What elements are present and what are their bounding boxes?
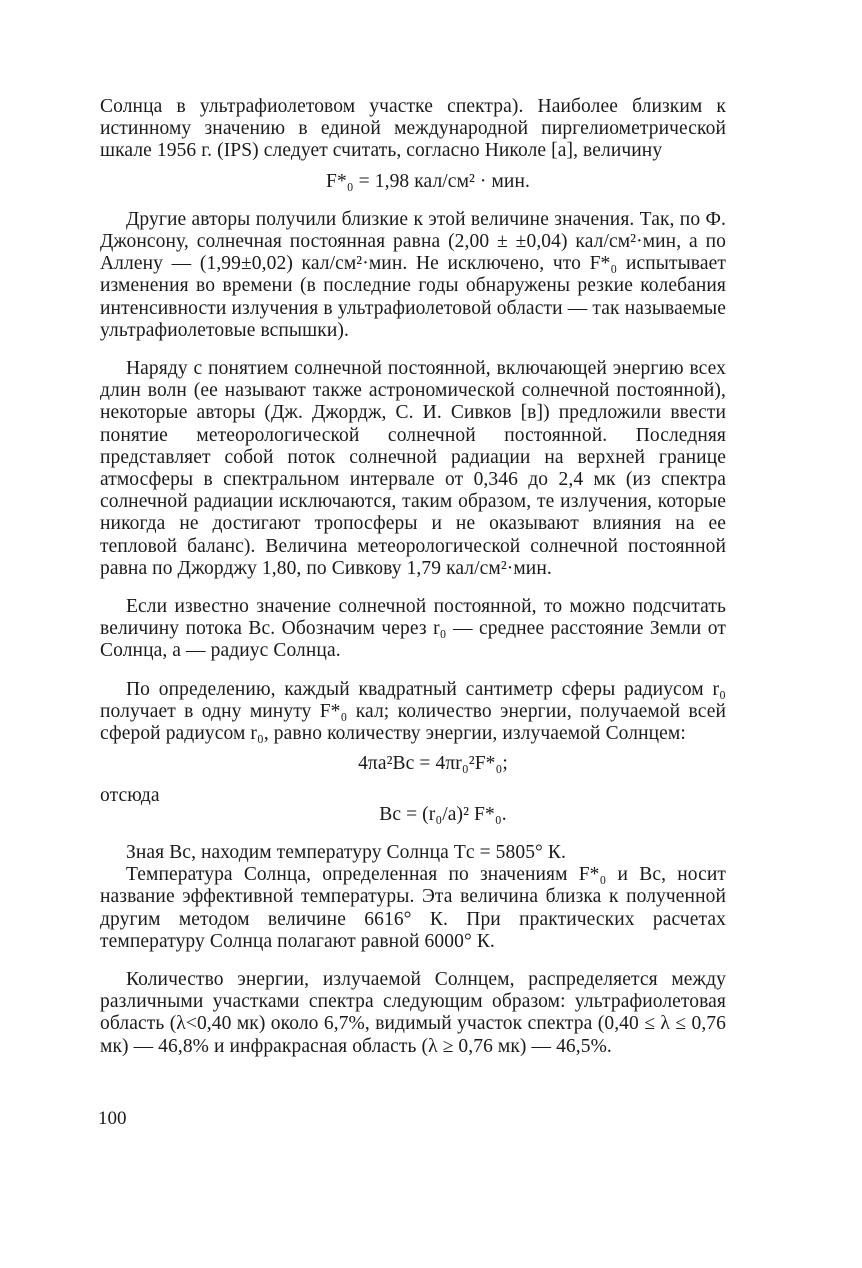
formula-solar-constant: F*₀ = 1,98 кал/см² · мин.	[326, 170, 530, 192]
formula-energy-balance: 4πa²Bс = 4πr₀²F*₀;	[358, 753, 508, 775]
paragraph-definition: По определению, каждый квадратный сантиметр сферы радиусом r₀ получает в одну минуту F*₀ кал; количество энергии, получаемой всей сферой радиусом r₀, равно количеству энергии, излучаемой Солнцем:	[100, 678, 726, 745]
formula-flux: Bс = (r₀/a)² F*₀.	[379, 803, 507, 825]
page-number: 100	[98, 1108, 127, 1129]
paragraph-sun-temperature: Зная Bс, находим температуру Солнца Tс = 5805° К.	[126, 841, 567, 863]
body-text	[100, 96, 726, 1058]
paragraph-intro: Солнца в ультрафиолетовом участке спектра). Наиболее близким к истинному значению в единой международной пиргелиометрической шкале 1956 г. (IPS) следует считать, согласно Николе [а], величину	[100, 96, 726, 162]
paragraph-flux-calculation: Если известно значение солнечной постоянной, то можно подсчитать величину потока Bс. Обозначим через r₀ — среднее расстояние Земли от Солнца, a — радиус Солнца.	[100, 596, 726, 662]
word-otsyuda: отсюда	[100, 785, 160, 807]
paragraph-other-authors: Другие авторы получили близкие к этой величине значения. Так, по Ф. Джонсону, солнечная постоянная равна (2,00 ± ±0,04) кал/см²·мин, а по Аллену — (1,99±0,02) кал/см²·мин. Не исключено, что F*₀ испытывает изменения во времени (в последние годы обнаружены резкие колебания интенсивности излучения в ультрафиолетовой области — так называемые ультрафиолетовые вспышки).	[100, 208, 726, 341]
paragraph-spectrum-distribution: Количество энергии, излучаемой Солнцем, распределяется между различными участками спектра следующим образом: ультрафиолетовая область (λ<0,40 мк) около 6,7%, видимый участок спектра (0,40 ≤ λ ≤ 0,76 мк) — 46,8% и инфракрасная область (λ ≥ 0,76 мк) — 46,5%.	[100, 968, 726, 1057]
paragraph-meteorological-constant: Наряду с понятием солнечной постоянной, включающей энергию всех длин волн (ее называют также астрономической солнечной постоянной), некоторые авторы (Дж. Джордж, С. И. Сивков [в]) предложили ввести понятие метеорологической солнечной постоянной. Последняя представляет собой поток солнечной радиации на верхней границе атмосферы в спектральном интервале от 0,346 до 2,4 мк (из спектра солнечной радиации исключаются, таким образом, те излучения, которые никогда не достигают тропосферы и не оказывают влияния на ее тепловой баланс). Величина метеорологической солнечной постоянной равна по Джорджу 1,80, по Сивкову 1,79 кал/см²·мин.	[100, 358, 726, 579]
paragraph-effective-temperature: Температура Солнца, определенная по значениям F*₀ и Bс, носит название эффективной температуры. Эта величина близка к полученной другим методом величине 6616° К. При практических расчетах температуру Солнца полагают равной 6000° К.	[100, 864, 726, 952]
